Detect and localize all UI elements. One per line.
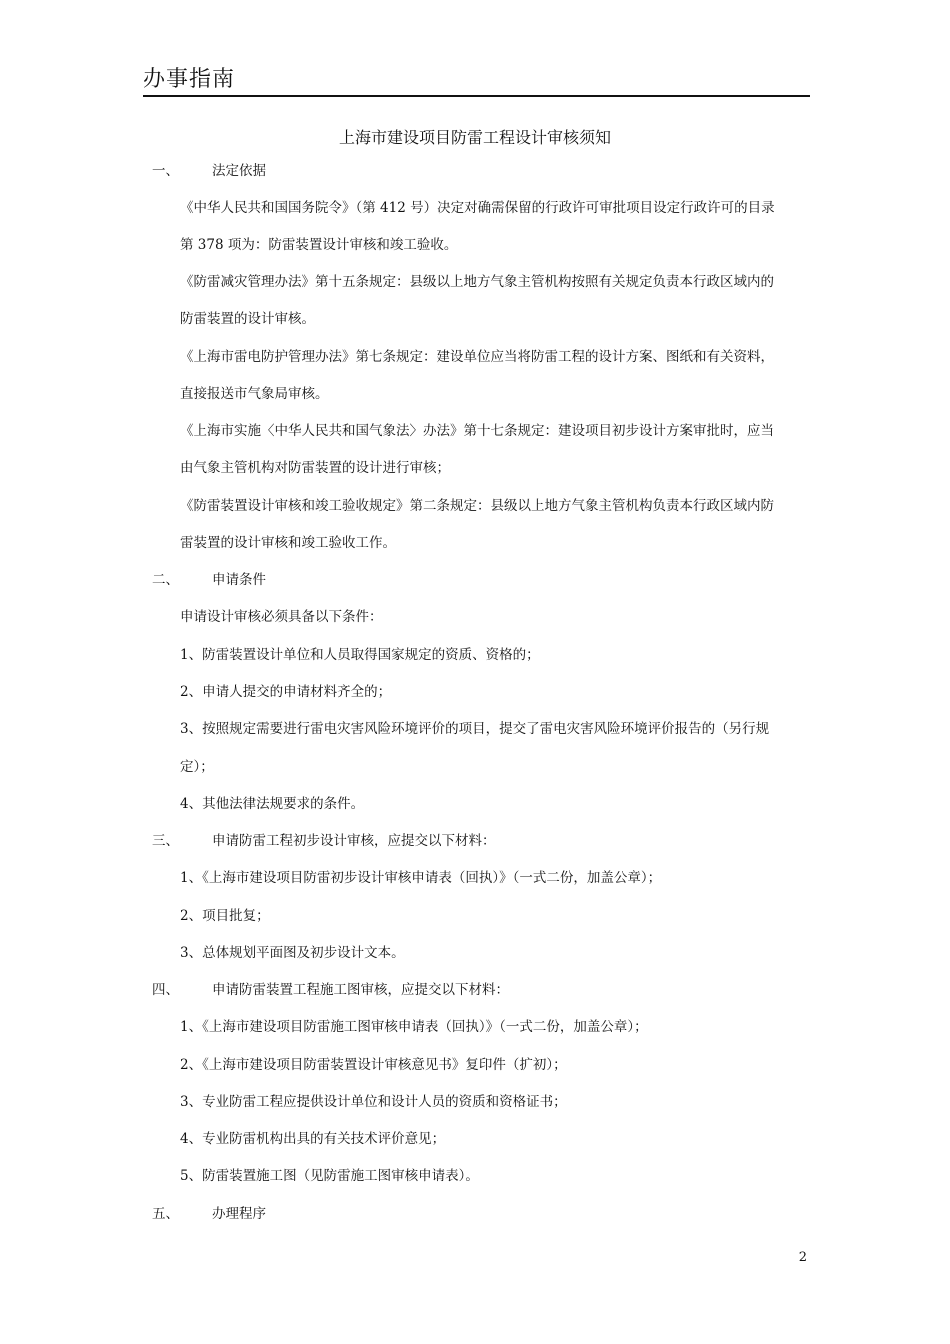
section-title: 法定依据 xyxy=(212,163,266,179)
paragraph-line: 《上海市雷电防护管理办法》第七条规定：建设单位应当将防雷工程的设计方案、图纸和有关资料， xyxy=(180,349,774,365)
list-item: 4、专业防雷机构出具的有关技术评价意见； xyxy=(180,1131,446,1147)
section-title: 办理程序 xyxy=(212,1206,266,1222)
list-item: 5、防雷装置施工图（见防雷施工图审核申请表）。 xyxy=(180,1168,479,1184)
list-item: 3、总体规划平面图及初步设计文本。 xyxy=(180,945,405,961)
header-divider xyxy=(143,95,810,97)
document-title: 上海市建设项目防雷工程设计审核须知 xyxy=(338,128,611,147)
section-number: 二、 xyxy=(152,572,179,588)
section-title: 申请防雷工程初步设计审核，应提交以下材料： xyxy=(212,833,496,849)
list-item: 2、项目批复； xyxy=(180,908,270,924)
section-number: 三、 xyxy=(152,833,179,849)
paragraph-line: 由气象主管机构对防雷装置的设计进行审核； xyxy=(180,460,450,476)
section-number: 四、 xyxy=(152,982,179,998)
paragraph-line: 《防雷减灾管理办法》第十五条规定：县级以上地方气象主管机构按照有关规定负责本行政区域内的 xyxy=(180,274,774,290)
page-number: 2 xyxy=(798,1250,807,1265)
section-number: 一、 xyxy=(152,163,179,179)
paragraph-line: 第 378 项为：防雷装置设计审核和竣工验收。 xyxy=(180,237,458,253)
list-item: 3、专业防雷工程应提供设计单位和设计人员的资质和资格证书； xyxy=(180,1094,567,1110)
paragraph-line: 《上海市实施〈中华人民共和国气象法〉办法》第十七条规定：建设项目初步设计方案审批时，应当 xyxy=(180,423,774,439)
list-item: 4、其他法律法规要求的条件。 xyxy=(180,796,365,812)
list-item: 1、《上海市建设项目防雷施工图审核申请表（回执）》（一式二份，加盖公章）； xyxy=(180,1019,648,1035)
section-number: 五、 xyxy=(152,1206,179,1222)
list-item: 定）； xyxy=(180,759,214,775)
paragraph-line: 雷装置的设计审核和竣工验收工作。 xyxy=(180,535,396,551)
list-item: 1、防雷装置设计单位和人员取得国家规定的资质、资格的； xyxy=(180,647,540,663)
paragraph-line: 申请设计审核必须具备以下条件： xyxy=(180,609,383,625)
paragraph-line: 《中华人民共和国国务院令》（第 412 号）决定对确需保留的行政许可审批项目设定行政许可的目录 xyxy=(180,200,775,216)
list-item: 1、《上海市建设项目防雷初步设计审核申请表（回执）》（一式二份，加盖公章）； xyxy=(180,870,662,886)
paragraph-line: 直接报送市气象局审核。 xyxy=(180,386,329,402)
list-item: 2、《上海市建设项目防雷装置设计审核意见书》复印件（扩初）； xyxy=(180,1057,567,1073)
paragraph-line: 《防雷装置设计审核和竣工验收规定》第二条规定：县级以上地方气象主管机构负责本行政区域内防 xyxy=(180,498,774,514)
section-title: 申请防雷装置工程施工图审核，应提交以下材料： xyxy=(212,982,509,998)
section-title: 申请条件 xyxy=(212,572,266,588)
header-title: 办事指南 xyxy=(143,67,236,92)
paragraph-line: 防雷装置的设计审核。 xyxy=(180,311,315,327)
list-item: 2、申请人提交的申请材料齐全的； xyxy=(180,684,392,700)
list-item: 3、按照规定需要进行雷电灾害风险环境评价的项目，提交了雷电灾害风险环境评价报告的（另行规 xyxy=(180,721,770,737)
